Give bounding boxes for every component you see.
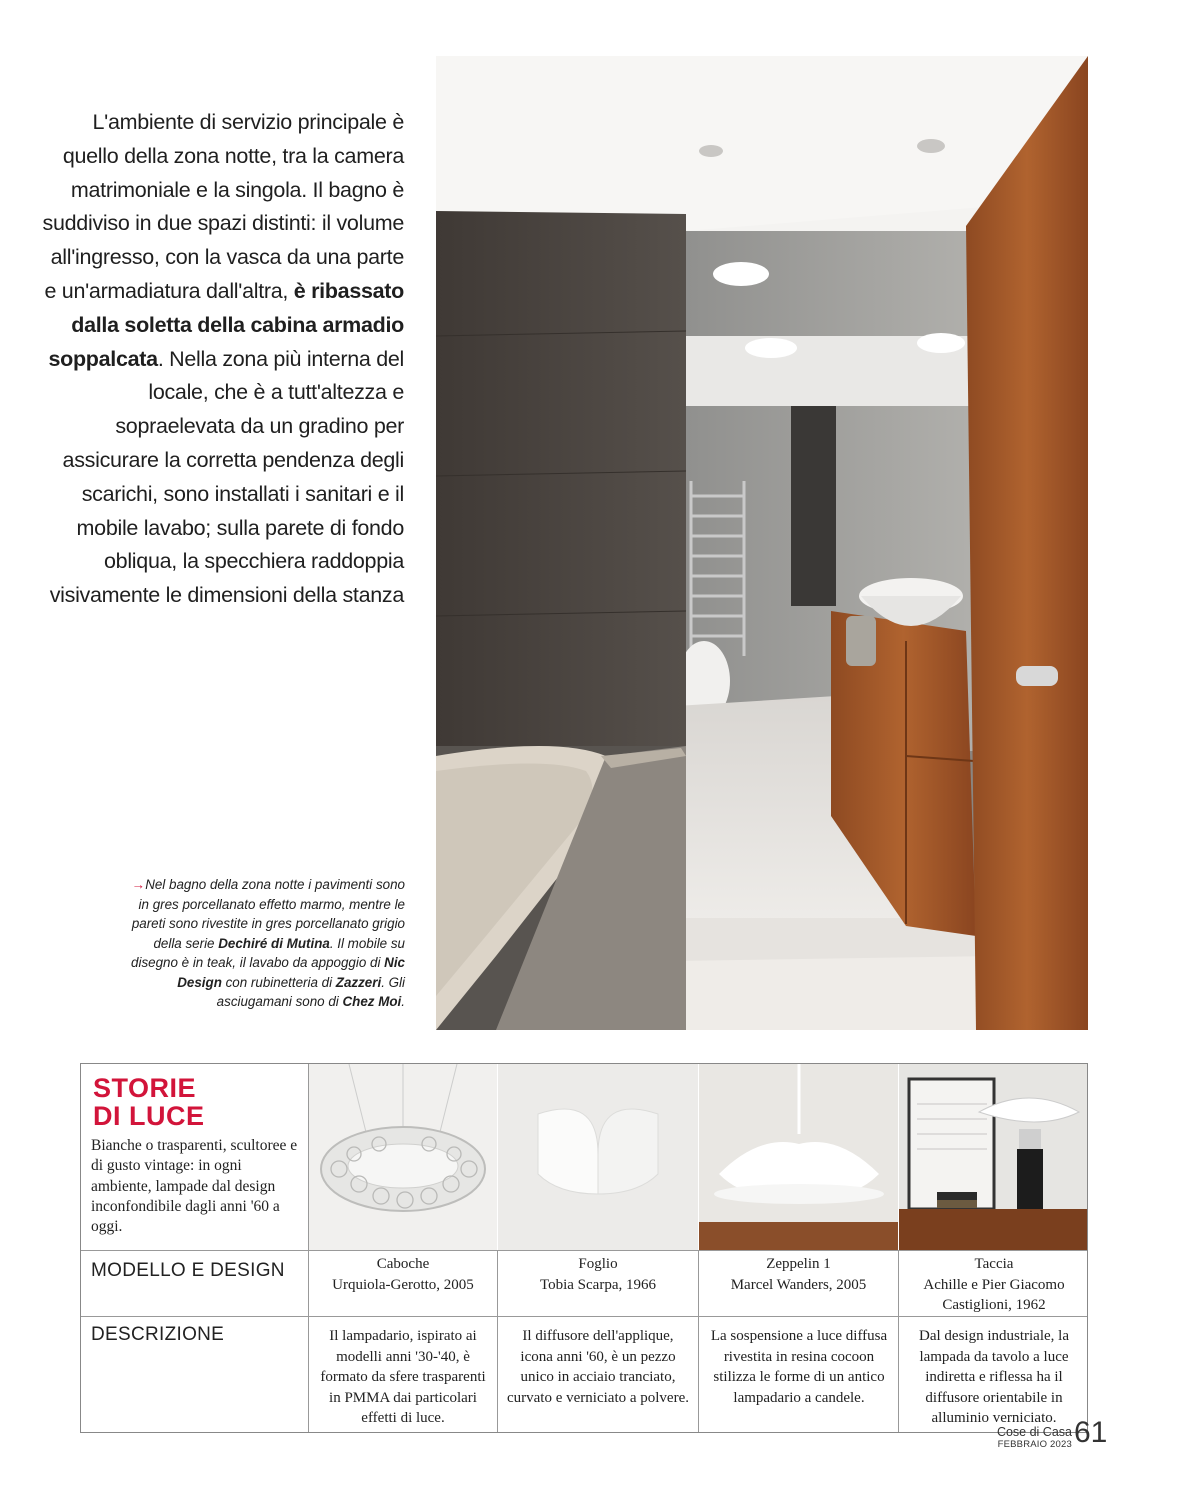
section-title: STORIE DI LUCE: [93, 1073, 205, 1131]
table-divider: [81, 1250, 1087, 1251]
lamp-description-cell: Dal design industriale, la lampada da tavolo a luce indiretta e riflessa ha il diffusore orientabile in alluminio verniciato.: [919, 1328, 1069, 1426]
lamp-model-cell: Caboche Urquiola-Gerotto, 2005: [332, 1256, 474, 1293]
row-label-description: DESCRIZIONE: [91, 1324, 225, 1345]
section-intro: Bianche o trasparenti, scultoree e di gusto vintage: in ogni ambiente, lampade dal design inconfondibile dagli anni '60 a oggi.: [91, 1137, 298, 1236]
caption-brand: Chez Moi: [342, 994, 402, 1009]
caption-brand: Nic Design: [177, 955, 405, 990]
lamp-description-cell: Il lampadario, ispirato ai modelli anni '30-'40, è formato da sfere trasparenti in PMMA dai particolari effetti di luce.: [320, 1328, 486, 1426]
photo-caption: [120, 875, 405, 1012]
intro-text-2: . Nella zona più interna del locale, che è a tutt'altezza e sopraelevata da un gradino per assicurare la corretta pendenza degli scarichi, sono installati i sanitari e il mobile lavabo; sulla parete di fondo obliqua, la specchiera raddoppia visivamente le dimensioni della stanza: [49, 346, 404, 608]
taccia-lamp-image: [899, 1064, 1087, 1250]
lamp-model-cell: Zeppelin 1 Marcel Wanders, 2005: [730, 1256, 867, 1293]
lamp-model-cell: Foglio Tobia Scarpa, 1966: [539, 1256, 656, 1293]
caption-text: .: [401, 994, 405, 1009]
intro-text-bold: è ribassato dalla soletta della cabina armadio soppalcata: [48, 278, 404, 371]
intro-text-1: L'ambiente di servizio principale è quello della zona notte, tra la camera matrimoniale e la singola. Il bagno è suddiviso in due spazi distinti: il volume all'ingresso, con la vasca da una parte e un'armadiatura dall'altra,: [42, 110, 404, 303]
caption-brand: Zazzeri: [335, 974, 382, 990]
bathroom-photo: [436, 56, 1088, 1030]
row-label-model: MODELLO E DESIGN: [91, 1260, 285, 1281]
caption-text: Nel bagno della zona notte i pavimenti sono in gres porcellanato effetto marmo, mentre le pareti sono rivestite in gres porcellanato grigio della serie: [131, 877, 405, 951]
page-number: 61: [1074, 1416, 1108, 1449]
lamp-description-cell: Il diffusore dell'applique, icona anni '60, è un pezzo unico in acciaio tranciato, curvato e verniciato a polvere.: [507, 1328, 689, 1406]
caption-brand: Dechiré di Mutina: [218, 935, 330, 951]
foglio-lamp-image: [498, 1064, 698, 1250]
lamp-description-cell: La sospensione a luce diffusa rivestita in resina cocoon stilizza le forme di un antico lampadario a candele.: [710, 1328, 888, 1406]
lamps-table: [80, 1063, 1088, 1433]
magazine-name: Cose di Casa: [996, 1425, 1072, 1439]
caption-text: . Il mobile su disegno è in teak, il lavabo da appoggio di: [131, 935, 405, 970]
caption-text: con rubinetteria di: [221, 974, 336, 990]
arrow-right-icon: →: [131, 877, 146, 892]
table-divider: [898, 1250, 899, 1432]
intro-paragraph: [40, 106, 404, 613]
lamp-model-cell: Taccia Achille e Pier Giacomo Castiglioni, 1962: [923, 1256, 1065, 1313]
issue-date: FEBBRAIO 2023: [997, 1439, 1072, 1450]
page-footer: [997, 1426, 1072, 1450]
caption-text: . Gli asciugamani sono di: [216, 974, 405, 1009]
table-divider: [81, 1316, 1087, 1317]
caboche-lamp-image: [309, 1064, 497, 1250]
zeppelin-lamp-image: [699, 1064, 898, 1250]
